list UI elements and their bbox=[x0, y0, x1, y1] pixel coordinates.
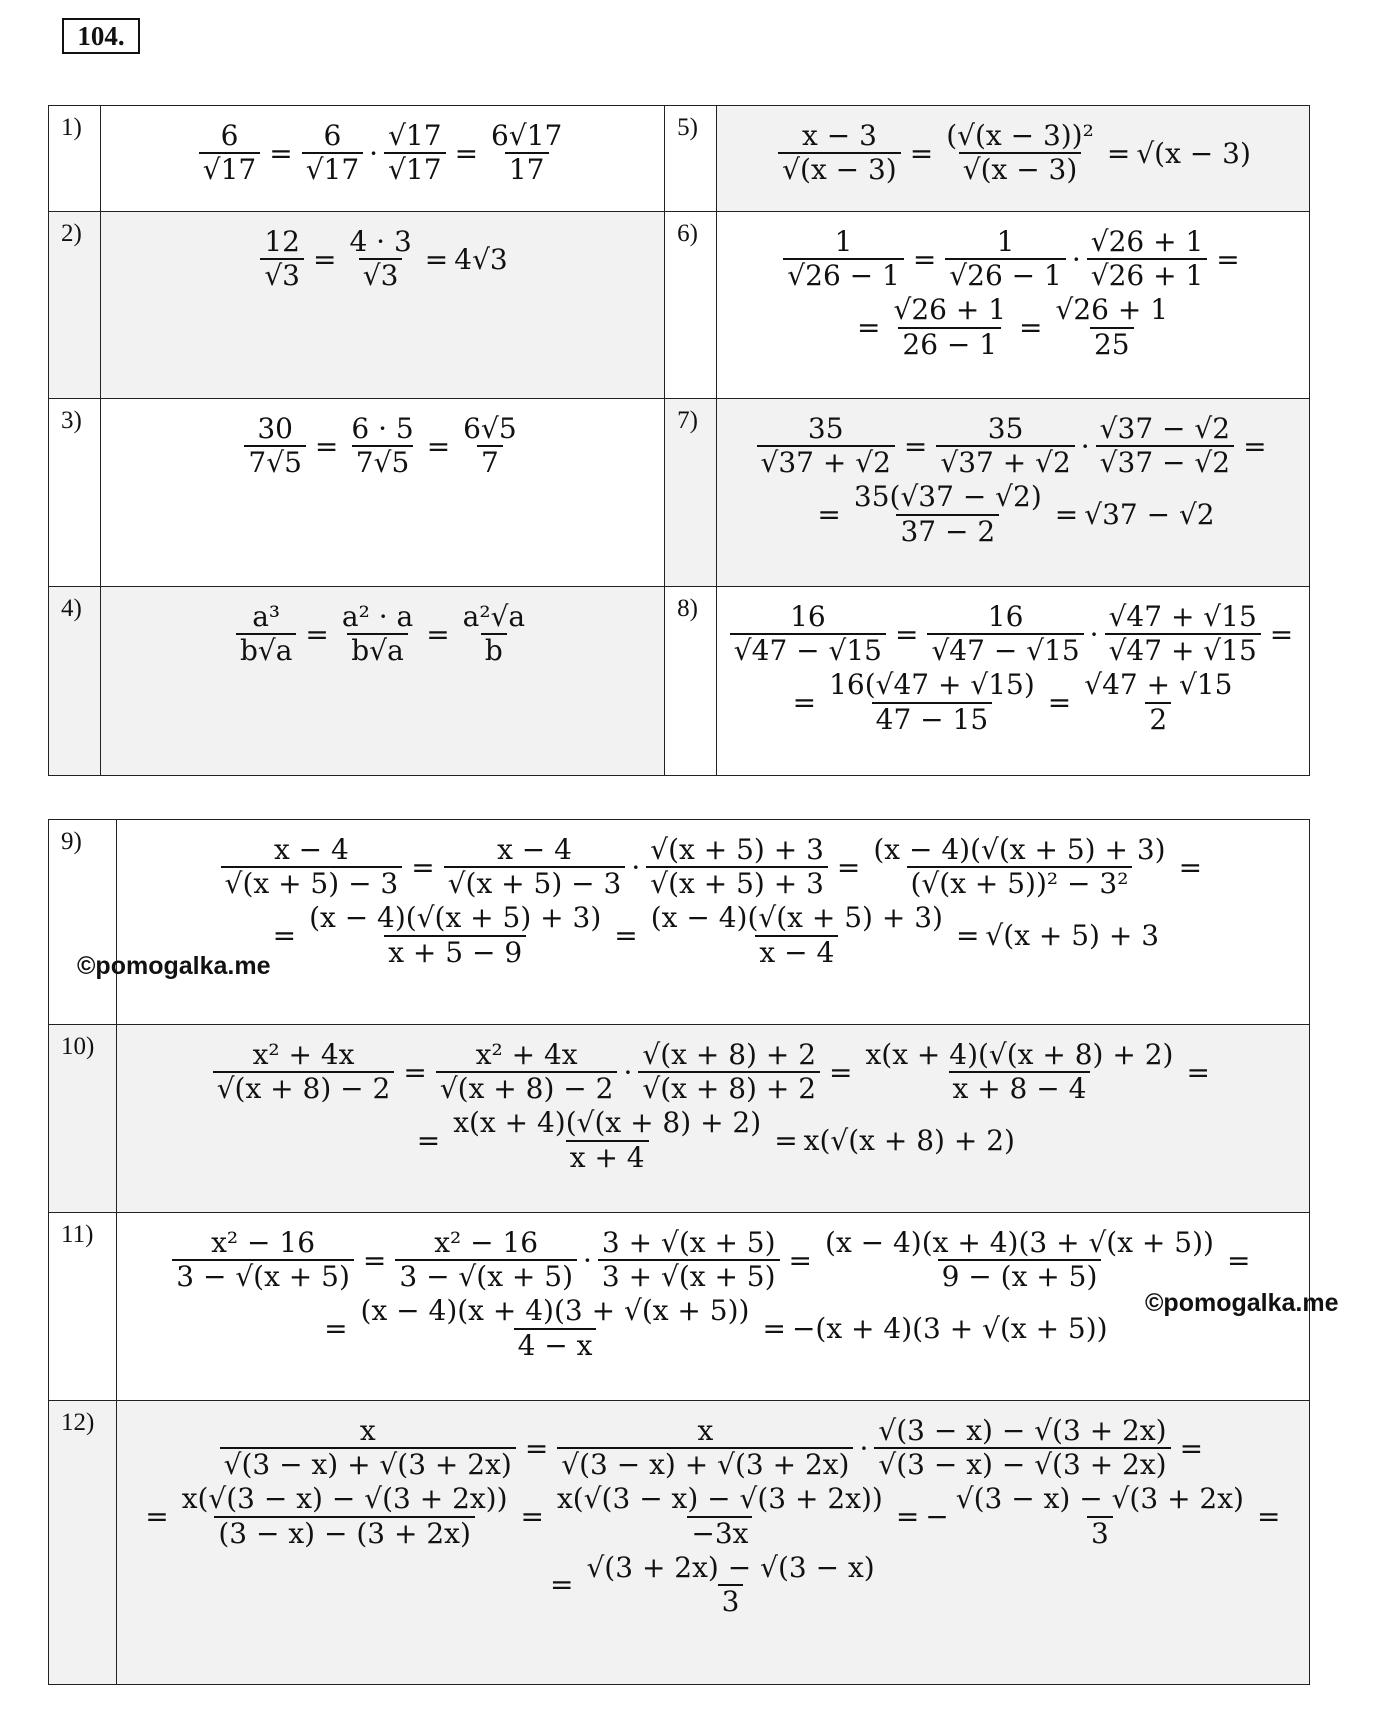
fraction bbox=[850, 481, 1046, 547]
fraction bbox=[942, 120, 1098, 186]
denominator: −3x bbox=[687, 1516, 752, 1550]
equals-sign: = bbox=[524, 1431, 549, 1465]
equals-sign: = bbox=[1179, 1431, 1204, 1465]
fraction bbox=[1080, 669, 1236, 735]
denominator: √(3 − x) + √(3 + 2x) bbox=[220, 1447, 516, 1481]
solution-cell bbox=[100, 106, 664, 212]
numerator: √(3 − x) − √(3 + 2x) bbox=[955, 1482, 1244, 1516]
denominator: b√a bbox=[347, 633, 407, 667]
denominator: √26 − 1 bbox=[783, 258, 904, 292]
equation-line bbox=[117, 1552, 1309, 1618]
denominator: 4 − x bbox=[514, 1328, 597, 1362]
equals-sign: = bbox=[903, 429, 928, 463]
equation-line bbox=[117, 902, 1309, 968]
numerator: x(√(3 − x) − √(3 + 2x)) bbox=[181, 1482, 508, 1516]
multiply-sign: · bbox=[369, 136, 379, 170]
item-label: 7) bbox=[665, 399, 717, 587]
fraction bbox=[598, 1227, 780, 1293]
fraction bbox=[582, 1552, 878, 1618]
fraction bbox=[357, 1295, 754, 1361]
equation-line bbox=[717, 413, 1309, 479]
equals-sign: = bbox=[1019, 311, 1043, 345]
equation-line bbox=[117, 834, 1309, 900]
equals-sign: = bbox=[774, 1124, 798, 1158]
equation-line bbox=[101, 226, 664, 292]
equals-sign: = bbox=[792, 686, 817, 720]
fraction bbox=[1096, 413, 1234, 479]
denominator: √26 + 1 bbox=[1087, 258, 1208, 292]
equation-line bbox=[117, 1227, 1309, 1293]
equation-line bbox=[101, 413, 664, 479]
denominator: √(x + 5) + 3 bbox=[646, 866, 828, 900]
numerator: x² + 4x bbox=[475, 1038, 578, 1071]
bottom-solutions-table bbox=[48, 819, 1310, 1685]
watermark: ©pomogalka.me bbox=[1145, 1289, 1339, 1317]
equals-sign: = bbox=[1269, 617, 1294, 651]
numerator: a²√a bbox=[462, 600, 526, 633]
fraction bbox=[874, 1415, 1170, 1481]
equals-sign: = bbox=[403, 1055, 427, 1089]
item-label: 6) bbox=[665, 212, 717, 399]
expression: 4√3 bbox=[454, 242, 508, 276]
fraction bbox=[646, 834, 828, 900]
item-label: 5) bbox=[665, 106, 717, 212]
denominator: 7√5 bbox=[244, 445, 305, 479]
equals-sign: = bbox=[829, 1055, 853, 1089]
equation-line bbox=[717, 226, 1309, 292]
equals-sign: = bbox=[305, 617, 329, 651]
equals-sign: = bbox=[1256, 1500, 1281, 1534]
equals-sign: = bbox=[424, 242, 449, 276]
equals-sign: = bbox=[362, 1243, 387, 1277]
expression: − bbox=[925, 1500, 949, 1534]
numerator: 35 bbox=[807, 412, 844, 445]
denominator: 3 bbox=[718, 1584, 744, 1618]
denominator: √(x − 3) bbox=[959, 152, 1082, 186]
multiply-sign: · bbox=[631, 850, 641, 884]
denominator: √(x + 8) − 2 bbox=[213, 1071, 395, 1105]
fraction bbox=[384, 120, 445, 186]
denominator: 3 − √(x + 5) bbox=[172, 1259, 354, 1293]
numerator: 6√17 bbox=[491, 119, 563, 152]
numerator: x − 3 bbox=[802, 119, 877, 152]
denominator: √(x + 5) − 3 bbox=[221, 866, 403, 900]
solution-cell bbox=[100, 399, 664, 587]
fraction bbox=[178, 1483, 512, 1549]
equals-sign: = bbox=[312, 242, 337, 276]
solution-cell bbox=[717, 587, 1310, 776]
denominator: x − 4 bbox=[755, 935, 838, 969]
fraction bbox=[338, 601, 417, 667]
numerator: (x − 4)(√(x + 5) + 3) bbox=[650, 901, 943, 935]
numerator: x(√(3 − x) − √(3 + 2x)) bbox=[557, 1482, 883, 1516]
numerator: a³ bbox=[252, 600, 281, 633]
numerator: √(3 − x) − √(3 + 2x) bbox=[878, 1414, 1167, 1447]
equals-sign: = bbox=[411, 850, 435, 884]
fraction bbox=[347, 413, 417, 479]
fraction bbox=[459, 413, 520, 479]
denominator: 9 − (x + 5) bbox=[938, 1259, 1102, 1293]
denominator: √(x + 5) − 3 bbox=[444, 866, 626, 900]
denominator: x + 8 − 4 bbox=[949, 1071, 1091, 1105]
numerator: 6 · 5 bbox=[351, 412, 414, 445]
numerator: √26 + 1 bbox=[893, 293, 1007, 327]
numerator: 6 bbox=[220, 119, 239, 152]
item-label: 12) bbox=[49, 1401, 117, 1685]
fraction bbox=[244, 413, 305, 479]
denominator: √17 bbox=[302, 152, 363, 186]
denominator: √37 + √2 bbox=[936, 445, 1074, 479]
numerator: √37 − √2 bbox=[1099, 412, 1231, 445]
denominator: √37 + √2 bbox=[757, 445, 895, 479]
equals-sign: = bbox=[1106, 136, 1131, 170]
problem-number: 104. bbox=[62, 18, 140, 54]
denominator: 26 − 1 bbox=[898, 327, 1001, 361]
denominator: √47 + √15 bbox=[1105, 633, 1261, 667]
item-label: 4) bbox=[49, 587, 101, 776]
solution-cell bbox=[100, 587, 664, 776]
equals-sign: = bbox=[1216, 242, 1240, 276]
equals-sign: = bbox=[426, 429, 451, 463]
numerator: x² + 4x bbox=[252, 1038, 355, 1071]
equation-line bbox=[717, 669, 1309, 735]
equals-sign: = bbox=[1186, 1055, 1210, 1089]
denominator: 25 bbox=[1090, 327, 1134, 361]
denominator: 47 − 15 bbox=[872, 702, 993, 736]
expression: √37 − √2 bbox=[1084, 498, 1215, 532]
fraction bbox=[221, 834, 403, 900]
numerator: 6 bbox=[323, 119, 342, 152]
fraction bbox=[1105, 601, 1261, 667]
equals-sign: = bbox=[1243, 429, 1267, 463]
numerator: 35 bbox=[987, 412, 1024, 445]
equals-sign: = bbox=[895, 617, 919, 651]
solution-cell bbox=[116, 1213, 1309, 1401]
solution-cell bbox=[116, 1025, 1309, 1213]
fraction bbox=[459, 601, 529, 667]
fraction bbox=[638, 1039, 820, 1105]
denominator: 3 − √(x + 5) bbox=[395, 1259, 577, 1293]
denominator: √(x + 8) − 2 bbox=[436, 1071, 618, 1105]
numerator: √(x + 8) + 2 bbox=[642, 1038, 817, 1071]
equals-sign: = bbox=[955, 919, 980, 953]
numerator: (x − 4)(√(x + 5) + 3) bbox=[309, 901, 602, 935]
numerator: x(x + 4)(√(x + 8) + 2) bbox=[453, 1106, 762, 1140]
denominator: √(3 − x) − √(3 + 2x) bbox=[874, 1447, 1170, 1481]
item-label: 1) bbox=[49, 106, 101, 212]
equals-sign: = bbox=[520, 1500, 544, 1534]
equals-sign: = bbox=[272, 919, 297, 953]
expression: √(x − 3) bbox=[1136, 136, 1251, 170]
equals-sign: = bbox=[895, 1500, 920, 1534]
fraction bbox=[260, 226, 304, 292]
equals-sign: = bbox=[614, 919, 638, 953]
equals-sign: = bbox=[324, 1312, 348, 1346]
denominator: 37 − 2 bbox=[896, 514, 999, 548]
denominator: √37 − √2 bbox=[1096, 445, 1234, 479]
solution-cell bbox=[717, 399, 1310, 587]
fraction bbox=[436, 1039, 618, 1105]
equals-sign: = bbox=[454, 136, 479, 170]
fraction bbox=[449, 1107, 765, 1173]
solution-cell bbox=[717, 212, 1310, 399]
numerator: 6√5 bbox=[463, 412, 517, 445]
equation-line bbox=[117, 1039, 1309, 1105]
fraction bbox=[305, 902, 605, 968]
solution-cell bbox=[116, 1401, 1309, 1685]
numerator: x² − 16 bbox=[211, 1226, 316, 1259]
fraction bbox=[821, 1227, 1218, 1293]
denominator: √47 − √15 bbox=[927, 633, 1083, 667]
numerator: x − 4 bbox=[497, 833, 572, 866]
expression: x(√(x + 8) + 2) bbox=[803, 1124, 1015, 1158]
fraction bbox=[172, 1227, 354, 1293]
equals-sign: = bbox=[817, 498, 841, 532]
numerator: a² · a bbox=[341, 600, 414, 633]
equals-sign: = bbox=[912, 242, 937, 276]
fraction bbox=[889, 294, 1010, 360]
item-label: 2) bbox=[49, 212, 101, 399]
fraction bbox=[647, 902, 947, 968]
numerator: 1 bbox=[834, 225, 853, 258]
multiply-sign: · bbox=[859, 1431, 869, 1465]
fraction bbox=[927, 601, 1083, 667]
equals-sign: = bbox=[836, 850, 861, 884]
equals-sign: = bbox=[1047, 686, 1072, 720]
equation-line bbox=[717, 294, 1309, 360]
expression: −(x + 4)(3 + √(x + 5)) bbox=[791, 1312, 1108, 1346]
denominator: √3 bbox=[260, 258, 304, 292]
denominator: √26 − 1 bbox=[945, 258, 1066, 292]
item-label: 3) bbox=[49, 399, 101, 587]
numerator: 16(√47 + √15) bbox=[829, 668, 1035, 702]
fraction bbox=[345, 226, 415, 292]
equals-sign: = bbox=[857, 311, 881, 345]
numerator: 4 · 3 bbox=[349, 225, 412, 258]
fraction bbox=[557, 1415, 853, 1481]
equals-sign: = bbox=[426, 617, 450, 651]
equation-line bbox=[717, 120, 1309, 186]
fraction bbox=[1052, 294, 1173, 360]
numerator: (√(x − 3))² bbox=[946, 119, 1094, 152]
fraction bbox=[783, 226, 904, 292]
multiply-sign: · bbox=[1080, 429, 1090, 463]
fraction bbox=[757, 413, 895, 479]
fraction bbox=[730, 601, 886, 667]
watermark: ©pomogalka.me bbox=[77, 952, 271, 980]
numerator: 3 + √(x + 5) bbox=[601, 1226, 776, 1259]
numerator: 35(√37 − √2) bbox=[853, 480, 1042, 514]
item-label: 8) bbox=[665, 587, 717, 776]
denominator: 3 + √(x + 5) bbox=[598, 1259, 780, 1293]
denominator: 7 bbox=[477, 445, 503, 479]
denominator: x + 5 − 9 bbox=[384, 935, 526, 969]
numerator: (x − 4)(x + 4)(3 + √(x + 5)) bbox=[825, 1226, 1214, 1259]
multiply-sign: · bbox=[1089, 617, 1099, 651]
numerator: x bbox=[359, 1414, 376, 1447]
denominator: (√(x + 5))² − 3² bbox=[907, 866, 1133, 900]
denominator: √(x + 8) + 2 bbox=[638, 1071, 820, 1105]
item-label: 9) bbox=[49, 820, 117, 1025]
numerator: (x − 4)(√(x + 5) + 3) bbox=[873, 833, 1166, 866]
equation-line bbox=[717, 601, 1309, 667]
numerator: 12 bbox=[264, 225, 300, 258]
numerator: 16 bbox=[790, 600, 826, 633]
fraction bbox=[395, 1227, 577, 1293]
equals-sign: = bbox=[762, 1312, 786, 1346]
denominator: x + 4 bbox=[566, 1140, 649, 1174]
equals-sign: = bbox=[416, 1124, 441, 1158]
fraction bbox=[1087, 226, 1208, 292]
equals-sign: = bbox=[909, 136, 934, 170]
fraction bbox=[444, 834, 626, 900]
solution-cell bbox=[717, 106, 1310, 212]
fraction bbox=[825, 669, 1039, 735]
equals-sign: = bbox=[1226, 1243, 1251, 1277]
denominator: 7√5 bbox=[352, 445, 413, 479]
multiply-sign: · bbox=[623, 1055, 633, 1089]
multiply-sign: · bbox=[583, 1243, 592, 1277]
numerator: (x − 4)(x + 4)(3 + √(x + 5)) bbox=[360, 1294, 750, 1328]
numerator: 1 bbox=[996, 225, 1015, 258]
equals-sign: = bbox=[314, 429, 339, 463]
fraction bbox=[220, 1415, 516, 1481]
numerator: √26 + 1 bbox=[1090, 225, 1204, 258]
fraction bbox=[861, 1039, 1177, 1105]
fraction bbox=[199, 120, 260, 186]
equation-line bbox=[717, 481, 1309, 547]
solution-cell bbox=[100, 212, 664, 399]
equation-line bbox=[117, 1415, 1309, 1481]
equals-sign: = bbox=[145, 1500, 169, 1534]
denominator: (3 − x) − (3 + 2x) bbox=[214, 1516, 475, 1550]
fraction bbox=[487, 120, 566, 186]
denominator: √17 bbox=[384, 152, 445, 186]
equals-sign: = bbox=[1054, 498, 1079, 532]
fraction bbox=[778, 120, 901, 186]
numerator: √(3 + 2x) − √(3 − x) bbox=[586, 1550, 875, 1584]
item-label: 11) bbox=[49, 1213, 117, 1401]
equals-sign: = bbox=[788, 1243, 813, 1277]
denominator: 2 bbox=[1145, 702, 1171, 736]
fraction bbox=[213, 1039, 395, 1105]
expression: √(x + 5) + 3 bbox=[985, 919, 1160, 953]
equation-line bbox=[101, 601, 664, 667]
numerator: x² − 16 bbox=[434, 1226, 539, 1259]
denominator: √17 bbox=[199, 152, 260, 186]
fraction bbox=[553, 1483, 887, 1549]
fraction bbox=[952, 1483, 1248, 1549]
fraction bbox=[302, 120, 363, 186]
equation-line bbox=[117, 1107, 1309, 1173]
fraction bbox=[945, 226, 1066, 292]
numerator: √47 + √15 bbox=[1084, 668, 1233, 702]
item-label: 10) bbox=[49, 1025, 117, 1213]
numerator: √26 + 1 bbox=[1055, 293, 1169, 327]
numerator: √(x + 5) + 3 bbox=[650, 833, 824, 866]
fraction bbox=[869, 834, 1169, 900]
numerator: 30 bbox=[257, 412, 293, 445]
fraction bbox=[936, 413, 1074, 479]
equation-line bbox=[101, 120, 664, 186]
equals-sign: = bbox=[1178, 850, 1203, 884]
denominator: 17 bbox=[505, 152, 549, 186]
numerator: x − 4 bbox=[273, 833, 349, 866]
denominator: b√a bbox=[236, 633, 296, 667]
denominator: b bbox=[481, 633, 507, 667]
numerator: x(x + 4)(√(x + 8) + 2) bbox=[865, 1038, 1174, 1071]
equals-sign: = bbox=[550, 1568, 574, 1602]
denominator: 3 bbox=[1087, 1516, 1113, 1550]
numerator: √17 bbox=[388, 119, 442, 152]
equation-line bbox=[117, 1483, 1309, 1549]
denominator: √(3 − x) + √(3 + 2x) bbox=[557, 1447, 853, 1481]
multiply-sign: · bbox=[1071, 242, 1081, 276]
equation-line bbox=[117, 1295, 1309, 1361]
denominator: √3 bbox=[359, 258, 403, 292]
numerator: √47 + √15 bbox=[1108, 600, 1257, 633]
fraction bbox=[236, 601, 296, 667]
top-solutions-table bbox=[48, 105, 1310, 776]
solution-cell bbox=[116, 820, 1309, 1025]
numerator: x bbox=[697, 1414, 714, 1447]
numerator: 16 bbox=[987, 600, 1024, 633]
denominator: √(x − 3) bbox=[778, 152, 901, 186]
denominator: √47 − √15 bbox=[730, 633, 886, 667]
equals-sign: = bbox=[269, 136, 293, 170]
